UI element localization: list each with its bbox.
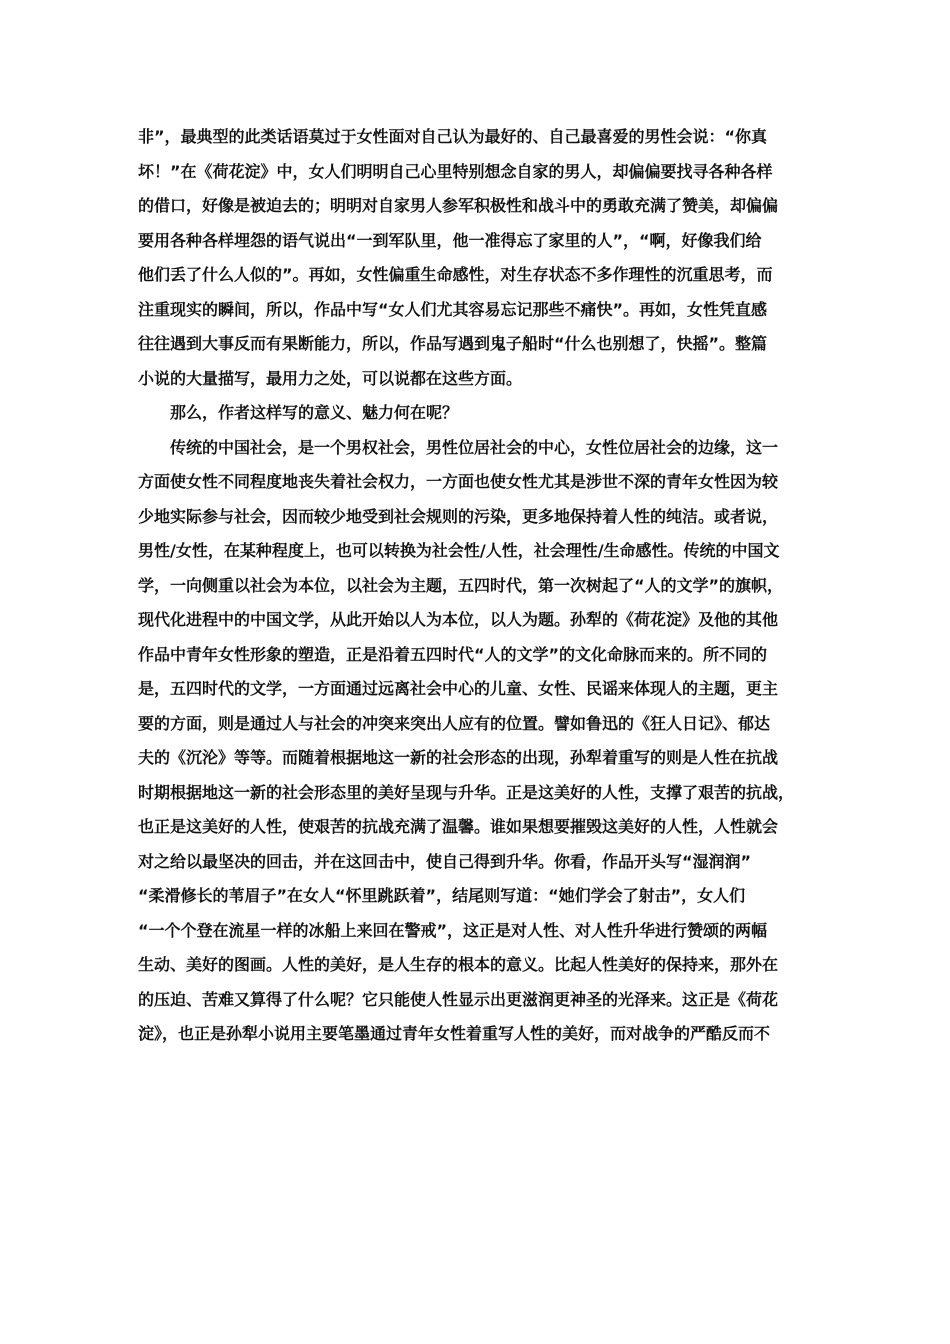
text-line: 也正是这美好的人性，使艰苦的抗战充满了温馨。谁如果想要摧毁这美好的人性，人性就会 bbox=[138, 817, 779, 836]
text-line: 坏！”在《荷花淀》中，女人们明明自己心里特别想念自家的男人，却偏偏要找寻各种各样 bbox=[138, 161, 773, 181]
text-line: 夫的《沉沦》等等。而随着根据地这一新的社会形态的出现，孙犁着重写的则是人性在抗战 bbox=[138, 748, 779, 767]
text-line: 往往遇到大事反而有果断能力，所以，作品写遇到鬼子船时“什么也别想了，快摇”。整篇 bbox=[138, 334, 768, 353]
text-line: 现代化进程中的中国文学，从此开始以人为本位，以人为题。孙犁的《荷花淀》及他的其他 bbox=[138, 610, 779, 629]
text-line: “一个个登在流星一样的冰船上来回在警戒”，这正是对人性、对人性升华进行赞颂的两幅 bbox=[138, 920, 768, 940]
text-line: 他们丢了什么人似的”。再如，女性偏重生命感性，对生存状态不多作理性的沉重思考，而 bbox=[138, 265, 773, 284]
text-line: 淀》，也正是孙犁小说用主要笔墨通过青年女性着重写人性的美好，而对战争的严酷反而不 bbox=[138, 1024, 771, 1043]
text-line: 那么，作者这样写的意义、魅力何在呢？ bbox=[170, 403, 459, 422]
text-line: 是，五四时代的文学，一方面通过远离社会中心的儿童、女性、民谣来体现人的主题，更主 bbox=[138, 679, 779, 698]
body-text bbox=[138, 120, 828, 1052]
text-line: 学，一向侧重以社会为本位，以社会为主题，五四时代，第一次树起了“人的文学”的旗帜， bbox=[138, 575, 784, 595]
text-line: 要的方面，则是通过人与社会的冲突来突出人应有的位置。譬如鲁迅的《狂人日记》、郁达 bbox=[138, 713, 771, 733]
text-line: 少地实际参与社会，因而较少地受到社会规则的污染，更多地保持着人性的纯洁。或者说， bbox=[138, 506, 779, 526]
text-line: 的压迫、苦难又算得了什么呢？它只能使人性显示出更滋润更神圣的光泽来。这正是《荷花 bbox=[138, 989, 779, 1009]
text-line: 小说的大量描写，最用力之处，可以说都在这些方面。 bbox=[138, 368, 523, 388]
text-line: 传统的中国社会，是一个男权社会，男性位居社会的中心，女性位居社会的边缘，这一 bbox=[170, 437, 779, 457]
text-line: 方面使女性不同程度地丧失着社会权力，一方面也使女性尤其是涉世不深的青年女性因为较 bbox=[138, 472, 779, 491]
text-line: 要用各种各样埋怨的语气说出“一到军队里，他一准得忘了家里的人”，“啊，好像我们给 bbox=[138, 230, 762, 250]
text-line: “柔滑修长的苇眉子”在女人“怀里跳跃着”，结尾则写道：“她们学会了射击”，女人们 bbox=[138, 886, 746, 905]
text-line: 作品中青年女性形象的塑造，正是沿着五四时代“人的文学”的文化命脉而来的。所不同的 bbox=[138, 644, 768, 664]
text-line: 注重现实的瞬间，所以，作品中写“女人们尤其容易忘记那些不痛快”。再如，女性凭直感 bbox=[138, 299, 768, 319]
text-line: 的借口，好像是被迫去的；明明对自家男人参军积极性和战斗中的勇敢充满了赞美，却偏偏 bbox=[138, 196, 779, 215]
text-line: 非”，最典型的此类话语莫过于女性面对自己认为最好的、自己最喜爱的男性会说：“你真 bbox=[138, 127, 768, 146]
text-line: 生动、美好的图画。人性的美好，是人生存的根本的意义。比起人性美好的保持来，那外在 bbox=[138, 955, 779, 974]
text-line: 对之给以最坚决的回击，并在这回击中，使自己得到升华。你看，作品开头写“湿润润” bbox=[138, 851, 752, 871]
text-line: 时期根据地这一新的社会形态里的美好呈现与升华。正是这美好的人性，支撑了艰苦的抗战， bbox=[138, 782, 795, 802]
text-line: 男性/女性，在某种程度上，也可以转换为社会性/人性，社会理性/生命感性。传统的中国文 bbox=[138, 541, 780, 560]
